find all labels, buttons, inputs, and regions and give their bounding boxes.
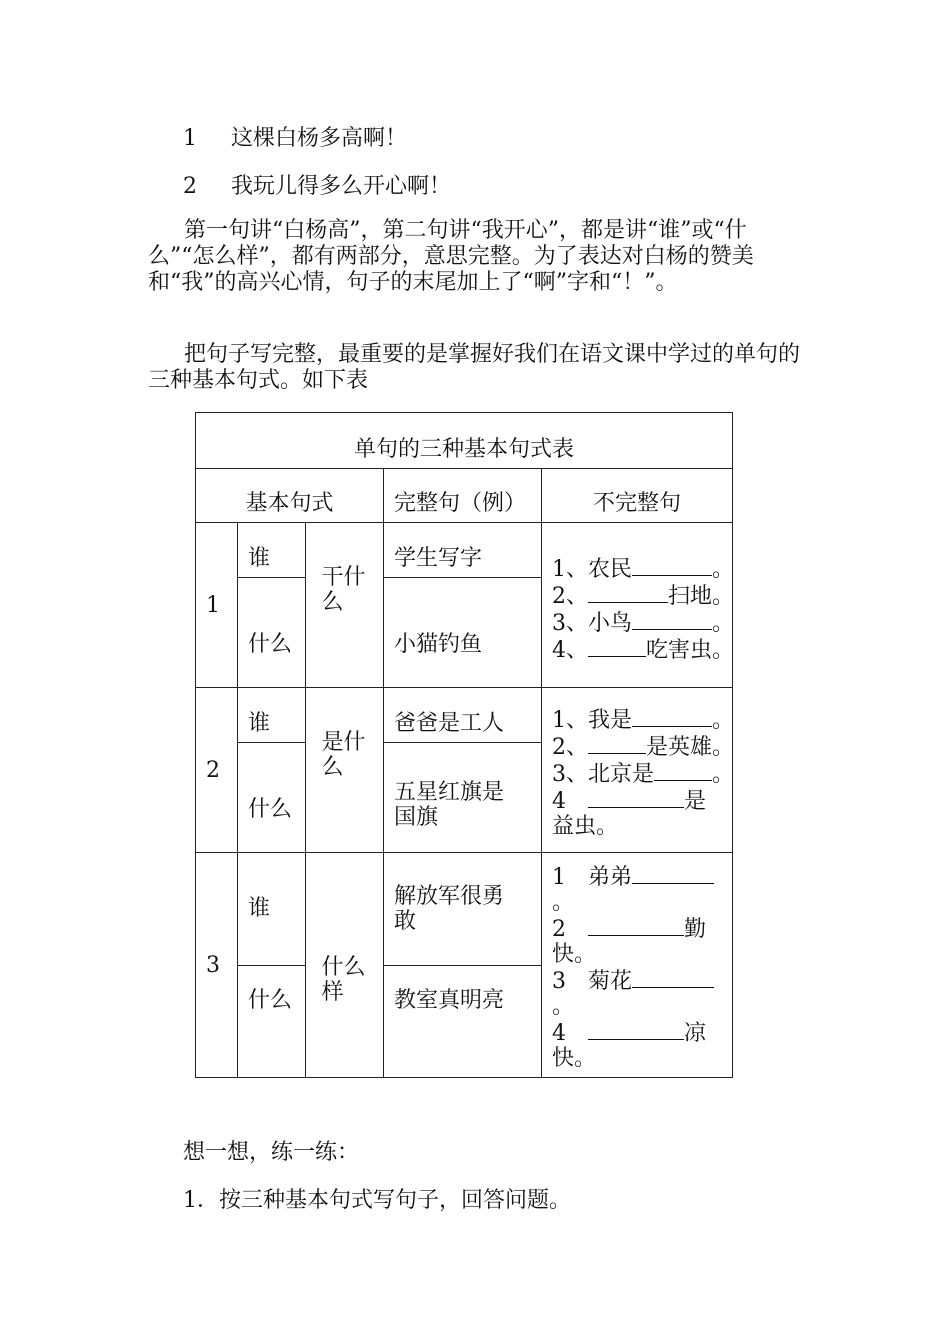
subject-what: 什么 <box>238 743 306 853</box>
example-sentence-2 <box>183 174 451 200</box>
incomplete-line: 2、 扫地。 <box>552 584 735 609</box>
header-complete-example: 完整句（例） <box>384 469 542 523</box>
predicate-type-text: 是什么 <box>321 730 366 780</box>
subject-what: 什么 <box>238 578 306 688</box>
sentence-pattern-table <box>195 412 733 1078</box>
complete-example-text: 解放军很勇敢 <box>394 883 505 934</box>
predicate-type-text: 什么样 <box>321 955 366 1005</box>
complete-example: 学生写字 <box>384 523 542 578</box>
incomplete-line: 3、小鸟 。 <box>552 611 735 636</box>
example-sentence-1 <box>183 126 407 152</box>
complete-example: 教室真明亮 <box>384 965 542 1078</box>
predicate-type <box>306 853 384 1078</box>
subject-who: 谁 <box>238 523 306 578</box>
header-incomplete: 不完整句 <box>542 469 733 523</box>
subject-who: 谁 <box>238 853 306 966</box>
fill-blank[interactable] <box>654 760 712 781</box>
incomplete-line: 4 是益虫。 <box>552 789 707 839</box>
example-number: 2 <box>183 174 197 199</box>
intro-paragraph <box>148 342 808 394</box>
fill-blank[interactable] <box>632 863 714 884</box>
subject-what: 什么 <box>238 965 306 1078</box>
incomplete-line: 3 菊花。 <box>552 967 722 1019</box>
fill-blank[interactable] <box>632 706 712 727</box>
subject-who: 谁 <box>238 688 306 743</box>
incomplete-line: 1、农民 。 <box>552 557 735 582</box>
complete-example-text: 五星红旗是国旗 <box>394 780 505 830</box>
fill-blank[interactable] <box>588 582 668 603</box>
intro-text: 把句子写完整，最重要的是掌握好我们在语文课中学过的单句的三种基本句式。如下表 <box>148 342 801 393</box>
fill-blank[interactable] <box>588 915 684 936</box>
incomplete-line: 2、 是英雄。 <box>552 735 735 760</box>
incomplete-line: 4、 吃害虫。 <box>552 638 735 663</box>
complete-example: 小猫钓鱼 <box>384 578 542 688</box>
incomplete-sentences <box>542 688 733 853</box>
incomplete-line: 1、我是 。 <box>552 708 735 733</box>
header-basic-pattern: 基本句式 <box>196 469 384 523</box>
fill-blank[interactable] <box>632 555 712 576</box>
fill-blank[interactable] <box>588 636 646 657</box>
practice-heading: 想一想，练一练： <box>183 1140 360 1165</box>
example-number: 1 <box>183 126 197 151</box>
incomplete-sentences <box>542 853 733 1078</box>
complete-example <box>384 743 542 853</box>
incomplete-line: 4 凉快。 <box>552 1021 707 1071</box>
fill-blank[interactable] <box>588 733 646 754</box>
fill-blank[interactable] <box>632 967 714 988</box>
explanation-paragraph <box>148 218 808 296</box>
incomplete-line: 2 勤快。 <box>552 917 707 967</box>
complete-example <box>384 853 542 966</box>
practice-item-1: 1．按三种基本句式写句子，回答问题。 <box>183 1188 571 1213</box>
incomplete-line: 1 弟弟。 <box>552 863 722 915</box>
fill-blank[interactable] <box>588 787 684 808</box>
predicate-type <box>306 523 384 688</box>
example-text: 这棵白杨多高啊！ <box>231 126 408 151</box>
example-text: 我玩儿得多么开心啊！ <box>231 174 452 199</box>
incomplete-sentences <box>542 523 733 688</box>
predicate-type <box>306 688 384 853</box>
table-title: 单句的三种基本句式表 <box>196 413 733 469</box>
row-number: 2 <box>196 688 238 853</box>
complete-example: 爸爸是工人 <box>384 688 542 743</box>
predicate-type-text: 干什么 <box>321 565 366 615</box>
incomplete-line: 3、北京是 。 <box>552 762 735 787</box>
fill-blank[interactable] <box>632 609 712 630</box>
row-number: 1 <box>196 523 238 688</box>
row-number: 3 <box>196 853 238 1078</box>
explanation-text: 第一句讲“白杨高”，第二句讲“我开心”，都是讲“谁”或“什么”“怎么样”，都有两部分，意思完整。为了表达对白杨的赞美和“我”的高兴心情，句子的末尾加上了“啊”字和“！”。 <box>148 218 754 295</box>
fill-blank[interactable] <box>588 1019 684 1040</box>
